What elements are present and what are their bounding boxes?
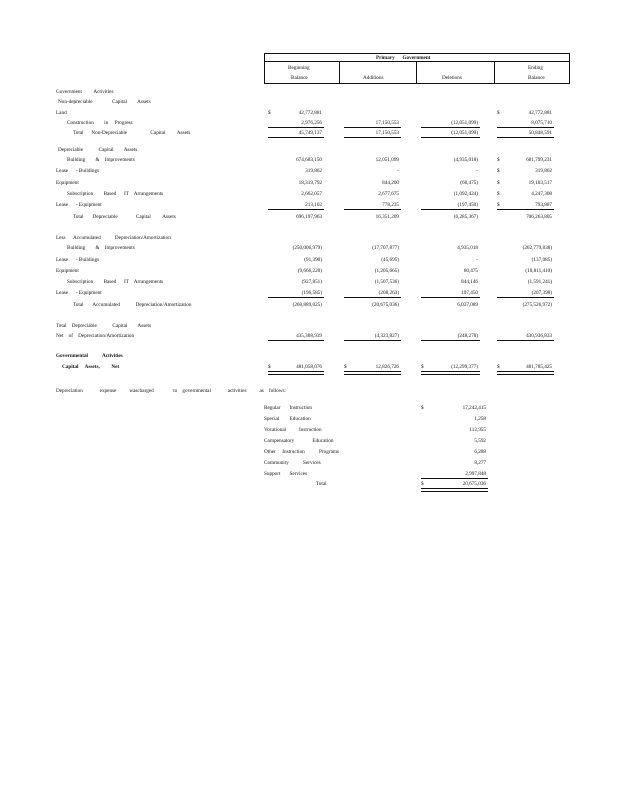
dep-item-label: Other Instruction Programs xyxy=(264,449,339,455)
add-value: (1,205,665) xyxy=(374,268,399,274)
underline xyxy=(268,340,324,341)
header-title: Primary Government xyxy=(376,55,431,61)
del-value: 844,146 xyxy=(461,279,478,285)
beg-value: (91,390) xyxy=(304,257,322,263)
del-value: - xyxy=(476,257,478,263)
add-value: (1,507,536) xyxy=(374,279,399,285)
row-label: Capital Assets, Net xyxy=(62,364,120,370)
row-label: Net of Depreciation/Amortization xyxy=(56,333,135,339)
underline xyxy=(497,209,554,210)
col-divider-2 xyxy=(416,61,417,84)
end-value: (1,591,241) xyxy=(527,279,552,285)
dep-item-value: 5,592 xyxy=(474,438,486,444)
del-value: (60,475) xyxy=(460,180,478,186)
del-value: (4,935,018) xyxy=(453,157,478,163)
beg-value: 213,102 xyxy=(305,202,322,208)
add-value: (20,675,036) xyxy=(372,302,399,308)
beg-value: 481,058,076 xyxy=(296,364,322,370)
row-label: Total Non-Depreciable Capital Assets xyxy=(73,130,191,136)
dep-item-label: Special Education xyxy=(264,416,311,422)
row-label: Land xyxy=(56,110,67,116)
dep-item-label: Compensatory Education xyxy=(264,438,334,444)
depreciation-note-text: Depreciation expense wascharged to governmental activities as follows: xyxy=(56,388,286,394)
double-underline xyxy=(421,371,480,375)
double-underline xyxy=(344,371,401,375)
underline xyxy=(421,137,480,138)
section-gov-activities: Government Activities xyxy=(56,89,114,95)
section-non-depreciable: Non-depreciable Capital Assets xyxy=(58,99,151,105)
underline xyxy=(344,137,401,138)
beg-value: 2,662,057 xyxy=(301,191,322,197)
col-beginning-2: Balance xyxy=(291,75,308,81)
add-value: 12,826,726 xyxy=(375,364,399,370)
dep-total-value: 20,675,036 xyxy=(462,481,486,487)
end-value: 706,263,805 xyxy=(526,214,552,220)
dep-item-label: Regular Instruction xyxy=(264,405,312,411)
row-label: Lease - Equipment xyxy=(56,202,102,208)
add-value: 17,150,553 xyxy=(375,120,399,126)
underline xyxy=(497,137,554,138)
end-value: 681,799,231 xyxy=(526,157,552,163)
row-label: Total Accumulated Depreciation/Amortization xyxy=(73,302,192,308)
end-value: (262,779,838) xyxy=(522,245,552,251)
underline xyxy=(421,478,488,479)
del-value: (6,285,367) xyxy=(453,214,478,220)
currency-symbol: $ xyxy=(497,157,500,163)
beg-value: 674,683,150 xyxy=(296,157,322,163)
double-underline xyxy=(268,371,324,375)
underline xyxy=(421,297,480,298)
row-label: Governmental Activities xyxy=(56,353,123,359)
beg-value: (9,666,220) xyxy=(297,268,322,274)
row-label: Subscription Based IT Arrangements xyxy=(67,279,164,285)
dep-item-label: Support Services xyxy=(264,471,308,477)
del-value: (12,051,099) xyxy=(451,130,478,136)
end-value: (275,526,972) xyxy=(522,302,552,308)
currency-symbol: $ xyxy=(497,191,500,197)
beg-value: (260,889,025) xyxy=(292,302,322,308)
col-ending-2: Balance xyxy=(528,75,545,81)
col-deletions: Deletions xyxy=(442,75,462,81)
beg-value: 42,772,881 xyxy=(298,110,322,116)
row-label: Building & Improvements xyxy=(67,245,135,251)
add-value: 844,200 xyxy=(382,180,399,186)
row-label: Subscription Based IT Arrangements xyxy=(67,191,164,197)
row-label: Equipment xyxy=(56,180,79,186)
beg-value: 696,197,963 xyxy=(296,214,322,220)
del-value: 6,037,089 xyxy=(457,302,478,308)
add-value: (17,707,877) xyxy=(372,245,399,251)
end-value: 50,848,591 xyxy=(528,130,552,136)
underline xyxy=(497,340,554,341)
underline xyxy=(421,340,480,341)
add-value: (45,695) xyxy=(381,257,399,263)
currency-symbol: $ xyxy=(344,364,347,370)
underline xyxy=(421,127,480,128)
row-label: Total Depreciable Capital Assets xyxy=(73,214,176,220)
end-value: 319,862 xyxy=(535,168,552,174)
underline xyxy=(421,209,480,210)
section-depreciable: Depreciable Capital Assets xyxy=(58,147,138,153)
currency-symbol: $ xyxy=(421,481,424,487)
del-value: (248,278) xyxy=(457,333,478,339)
beg-value: (927,851) xyxy=(301,279,322,285)
underline xyxy=(268,127,324,128)
add-value: 2,677,675 xyxy=(378,191,399,197)
underline xyxy=(344,127,401,128)
add-value: (4,323,827) xyxy=(374,333,399,339)
beg-value: 45,749,137 xyxy=(298,130,322,136)
underline xyxy=(497,127,554,128)
add-value: 12,051,099 xyxy=(375,157,399,163)
currency-symbol: $ xyxy=(497,364,500,370)
beg-value: 2,976,256 xyxy=(301,120,322,126)
dep-item-value: 112,955 xyxy=(469,427,486,433)
currency-symbol: $ xyxy=(497,168,500,174)
del-value: (12,051,099) xyxy=(451,120,478,126)
end-value: (10,811,410) xyxy=(525,268,552,274)
col-ending-1: Ending xyxy=(528,65,543,71)
beg-value: 435,308,939 xyxy=(296,333,322,339)
currency-symbol: $ xyxy=(497,202,500,208)
row-label: Lease - Equipment xyxy=(56,290,102,296)
end-value: 430,936,833 xyxy=(526,333,552,339)
beg-value: 18,319,792 xyxy=(298,180,322,186)
end-value: (207,398) xyxy=(531,290,552,296)
currency-symbol: $ xyxy=(268,364,271,370)
underline xyxy=(268,137,324,138)
row-label: Building & Improvements xyxy=(67,157,135,163)
underline xyxy=(497,297,554,298)
dep-item-value: 17,242,415 xyxy=(462,405,486,411)
dep-item-value: 8,277 xyxy=(474,460,486,466)
dep-item-value: 2,997,848 xyxy=(465,471,486,477)
underline xyxy=(344,340,401,341)
col-additions: Additions xyxy=(363,75,384,81)
end-value: 4,247,308 xyxy=(531,191,552,197)
col-divider-1 xyxy=(339,61,340,84)
end-value: 19,103,517 xyxy=(528,180,552,186)
section-less-accumulated: Less Accumulated Depreciation/Amortization xyxy=(56,235,171,241)
dep-item-label: Community Services xyxy=(264,460,321,466)
del-value: 197,450 xyxy=(461,290,478,296)
dep-item-value: 1,258 xyxy=(474,416,486,422)
add-value: - xyxy=(397,168,399,174)
del-value: - xyxy=(476,168,478,174)
row-label: Construction in Progress xyxy=(67,120,133,126)
currency-symbol: $ xyxy=(497,110,500,116)
del-value: (12,299,377) xyxy=(451,364,478,370)
double-underline xyxy=(497,371,554,375)
add-value: 17,150,553 xyxy=(375,130,399,136)
dep-item-label: Vocational Instruction xyxy=(264,427,322,433)
double-underline xyxy=(421,488,488,492)
end-value: 793,887 xyxy=(535,202,552,208)
currency-symbol: $ xyxy=(268,110,271,116)
row-label: Equipment xyxy=(56,268,79,274)
end-value: 481,785,425 xyxy=(526,364,552,370)
row-label: Lease - Buildings xyxy=(56,168,100,174)
dep-total-label: Total xyxy=(316,481,327,487)
del-value: (1,092,424) xyxy=(453,191,478,197)
add-value: 778,235 xyxy=(382,202,399,208)
del-value: 4,935,018 xyxy=(457,245,478,251)
add-value: (208,263) xyxy=(378,290,399,296)
currency-symbol: $ xyxy=(497,180,500,186)
dep-item-value: 6,288 xyxy=(474,449,486,455)
row-label: Lease - Buildings xyxy=(56,257,100,263)
add-value: 16,351,209 xyxy=(375,214,399,220)
beg-value: (196,585) xyxy=(301,290,322,296)
underline xyxy=(344,209,401,210)
underline xyxy=(268,297,324,298)
currency-symbol: $ xyxy=(421,364,424,370)
del-value: 60,475 xyxy=(463,268,478,274)
beg-value: (250,006,979) xyxy=(292,245,322,251)
col-divider-3 xyxy=(494,61,495,84)
header-divider xyxy=(264,61,570,62)
end-value: (137,085) xyxy=(531,257,552,263)
underline xyxy=(344,297,401,298)
currency-symbol: $ xyxy=(421,405,424,411)
del-value: (197,450) xyxy=(457,202,478,208)
end-value: 8,075,710 xyxy=(531,120,552,126)
row-label: Total Depreciable Capital Assets xyxy=(56,323,152,329)
beg-value: 319,862 xyxy=(305,168,322,174)
underline xyxy=(268,209,324,210)
end-value: 42,772,881 xyxy=(528,110,552,116)
col-beginning-1: Beginning xyxy=(288,65,310,71)
